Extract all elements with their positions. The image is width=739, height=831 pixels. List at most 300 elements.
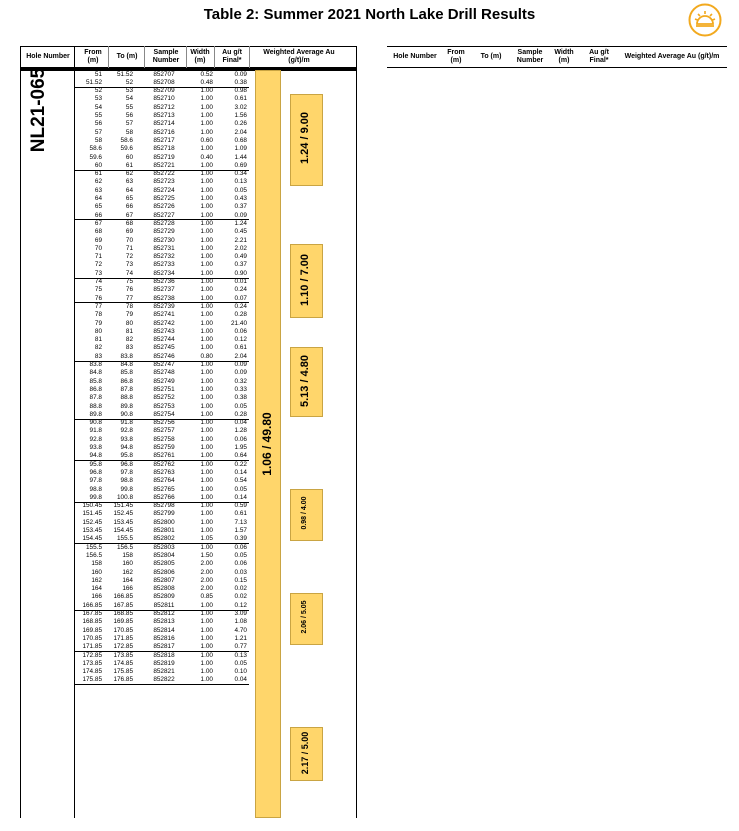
interval-separator bbox=[75, 302, 249, 303]
to-cell: 169.85 bbox=[113, 618, 133, 626]
width-cell: 1.00 bbox=[200, 610, 213, 617]
width-cell: 1.00 bbox=[200, 244, 213, 252]
to-cell: 175.85 bbox=[113, 668, 133, 676]
width-cell: 1.00 bbox=[200, 145, 213, 153]
sample-cell: 852813 bbox=[153, 618, 175, 626]
from-cell: 52 bbox=[94, 87, 102, 95]
sample-cell: 852717 bbox=[153, 136, 175, 144]
sample-cell: 852764 bbox=[153, 477, 175, 485]
au-cell: 0.38 bbox=[234, 78, 247, 86]
table-row bbox=[75, 444, 249, 452]
width-cell: 1.00 bbox=[200, 643, 213, 651]
table-row bbox=[75, 286, 249, 294]
header-weighted-average: Weighted Average Au (g/t)/m bbox=[263, 49, 335, 64]
table-row bbox=[75, 403, 249, 411]
col-divider bbox=[214, 46, 215, 68]
width-cell: 1.00 bbox=[200, 676, 213, 684]
au-cell: 0.06 bbox=[234, 435, 247, 443]
to-cell: 64 bbox=[125, 186, 133, 194]
table-row bbox=[75, 369, 249, 377]
au-cell: 0.61 bbox=[234, 344, 247, 352]
to-cell: 162 bbox=[122, 568, 133, 576]
width-cell: 1.00 bbox=[200, 269, 213, 277]
from-cell: 58 bbox=[94, 136, 102, 144]
from-cell: 68 bbox=[94, 228, 102, 236]
sample-cell: 852732 bbox=[153, 253, 175, 261]
width-cell: 1.00 bbox=[200, 493, 213, 501]
sample-cell: 852800 bbox=[153, 518, 175, 526]
from-cell: 164 bbox=[91, 585, 102, 593]
au-cell: 0.14 bbox=[234, 468, 247, 476]
interval-value: 5.13 / 4.80 bbox=[299, 355, 311, 407]
table-row bbox=[75, 510, 249, 518]
sample-cell: 852730 bbox=[153, 236, 175, 244]
from-cell: 86.8 bbox=[89, 385, 102, 393]
au-cell: 0.09 bbox=[234, 70, 247, 78]
table-row bbox=[75, 71, 249, 79]
from-cell: 76 bbox=[94, 294, 102, 302]
width-cell: 0.52 bbox=[200, 70, 213, 78]
overall-interval-value: 1.06 / 49.80 bbox=[260, 412, 274, 476]
header-to-2: To (m) bbox=[480, 53, 502, 60]
table-row bbox=[75, 668, 249, 676]
width-cell: 1.00 bbox=[200, 452, 213, 460]
header-from-2: From (m) bbox=[447, 49, 465, 64]
from-cell: 65 bbox=[94, 203, 102, 211]
from-cell: 58.6 bbox=[89, 145, 102, 153]
sample-cell: 852761 bbox=[153, 452, 175, 460]
sample-cell: 852754 bbox=[153, 410, 175, 418]
sample-cell: 852712 bbox=[153, 103, 175, 111]
sample-cell: 852733 bbox=[153, 261, 175, 269]
table-row bbox=[75, 635, 249, 643]
au-cell: 0.22 bbox=[234, 460, 247, 468]
width-cell: 2.00 bbox=[200, 560, 213, 568]
sample-cell: 852708 bbox=[153, 78, 175, 86]
au-cell: 0.98 bbox=[234, 87, 247, 95]
sample-cell: 852728 bbox=[153, 219, 175, 227]
au-cell: 0.24 bbox=[234, 302, 247, 310]
left-border bbox=[20, 46, 21, 818]
table-row bbox=[75, 378, 249, 386]
au-cell: 0.64 bbox=[234, 452, 247, 460]
sample-cell: 852731 bbox=[153, 244, 175, 252]
au-cell: 1.57 bbox=[234, 527, 247, 534]
width-cell: 1.00 bbox=[200, 203, 213, 211]
au-cell: 0.39 bbox=[234, 535, 247, 543]
from-cell: 166 bbox=[91, 593, 102, 601]
au-cell: 0.12 bbox=[234, 601, 247, 609]
to-cell: 96.8 bbox=[120, 460, 133, 468]
header-from: From (m) bbox=[84, 49, 102, 64]
to-cell: 90.8 bbox=[120, 410, 133, 418]
au-cell: 0.06 bbox=[234, 327, 247, 335]
au-cell: 0.68 bbox=[234, 136, 247, 144]
au-cell: 0.59 bbox=[234, 502, 247, 510]
to-cell: 99.8 bbox=[120, 485, 133, 493]
width-cell: 1.00 bbox=[200, 477, 213, 485]
to-cell: 170.85 bbox=[113, 626, 133, 634]
to-cell: 56 bbox=[125, 112, 133, 119]
au-cell: 0.02 bbox=[234, 585, 247, 593]
interval-value: 1.10 / 7.00 bbox=[299, 254, 311, 306]
au-cell: 0.28 bbox=[234, 311, 247, 319]
au-cell: 0.34 bbox=[234, 170, 247, 178]
width-cell: 1.00 bbox=[200, 427, 213, 435]
au-cell: 0.15 bbox=[234, 576, 247, 584]
from-cell: 81 bbox=[94, 336, 102, 344]
from-cell: 166.85 bbox=[82, 601, 102, 609]
width-cell: 1.00 bbox=[200, 178, 213, 186]
sample-cell: 852763 bbox=[153, 468, 175, 476]
sample-cell: 852723 bbox=[153, 178, 175, 186]
from-cell: 77 bbox=[94, 302, 102, 310]
table-row bbox=[75, 394, 249, 402]
table-row bbox=[75, 154, 249, 162]
table-row bbox=[75, 178, 249, 186]
sample-cell: 852713 bbox=[153, 112, 175, 119]
width-cell: 1.00 bbox=[200, 618, 213, 626]
au-cell: 0.28 bbox=[234, 410, 247, 418]
sample-cell: 852714 bbox=[153, 120, 175, 128]
sample-cell: 852710 bbox=[153, 95, 175, 103]
width-cell: 1.00 bbox=[200, 286, 213, 294]
table-row bbox=[75, 170, 249, 178]
from-cell: 66 bbox=[94, 211, 102, 219]
sample-cell: 852716 bbox=[153, 128, 175, 136]
sample-cell: 852749 bbox=[153, 377, 175, 385]
au-cell: 0.09 bbox=[234, 361, 247, 368]
to-cell: 166 bbox=[122, 585, 133, 593]
au-cell: 1.24 bbox=[234, 219, 247, 227]
to-cell: 152.45 bbox=[113, 510, 133, 518]
from-cell: 69 bbox=[94, 236, 102, 244]
to-cell: 73 bbox=[125, 261, 133, 269]
from-cell: 60 bbox=[94, 161, 102, 169]
header-hole-number: Hole Number bbox=[26, 53, 70, 60]
width-cell: 1.00 bbox=[200, 219, 213, 227]
to-cell: 87.8 bbox=[120, 385, 133, 393]
width-cell: 2.00 bbox=[200, 568, 213, 576]
au-cell: 7.13 bbox=[234, 518, 247, 526]
sample-cell: 852709 bbox=[153, 87, 175, 95]
table-row bbox=[75, 477, 249, 485]
width-cell: 1.00 bbox=[200, 502, 213, 510]
table-row bbox=[75, 104, 249, 112]
table-row bbox=[75, 577, 249, 585]
table-row bbox=[75, 660, 249, 668]
table-row bbox=[75, 519, 249, 527]
table-row bbox=[75, 569, 249, 577]
from-cell: 96.8 bbox=[89, 468, 102, 476]
header-width-2: Width (m) bbox=[554, 49, 574, 64]
from-cell: 95.8 bbox=[89, 460, 102, 468]
width-cell: 1.00 bbox=[200, 336, 213, 344]
interval-value: 1.24 / 9.00 bbox=[299, 112, 311, 164]
table-row bbox=[75, 544, 249, 552]
from-cell: 158 bbox=[91, 560, 102, 568]
sample-cell: 852739 bbox=[153, 302, 175, 310]
width-cell: 1.00 bbox=[200, 161, 213, 169]
au-cell: 2.21 bbox=[234, 236, 247, 244]
au-cell: 0.04 bbox=[234, 419, 247, 427]
au-cell: 0.32 bbox=[234, 377, 247, 385]
from-cell: 79 bbox=[94, 319, 102, 327]
au-cell: 0.77 bbox=[234, 643, 247, 651]
au-cell: 1.95 bbox=[234, 444, 247, 451]
to-cell: 171.85 bbox=[113, 634, 133, 642]
width-cell: 0.40 bbox=[200, 153, 213, 161]
width-cell: 1.00 bbox=[200, 302, 213, 310]
to-cell: 65 bbox=[125, 195, 133, 202]
header-to: To (m) bbox=[116, 53, 138, 60]
from-cell: 160 bbox=[91, 568, 102, 576]
sample-cell: 852803 bbox=[153, 543, 175, 551]
from-cell: 85.8 bbox=[89, 377, 102, 385]
table-row bbox=[75, 203, 249, 211]
sample-cell: 852821 bbox=[153, 668, 175, 676]
from-cell: 72 bbox=[94, 261, 102, 269]
header-weighted-average-2: Weighted Average Au (g/t)/m bbox=[624, 53, 720, 60]
au-cell: 1.56 bbox=[234, 112, 247, 119]
sun-logo-icon bbox=[688, 3, 722, 37]
table-row bbox=[75, 137, 249, 145]
to-cell: 164 bbox=[122, 576, 133, 584]
sample-cell: 852818 bbox=[153, 651, 175, 659]
width-cell: 1.00 bbox=[200, 460, 213, 468]
to-cell: 97.8 bbox=[120, 468, 133, 476]
to-cell: 68 bbox=[125, 219, 133, 227]
sample-cell: 852766 bbox=[153, 493, 175, 501]
to-cell: 166.85 bbox=[113, 593, 133, 601]
from-cell: 70 bbox=[94, 244, 102, 252]
header-sample-number: Sample Number bbox=[152, 49, 180, 64]
sample-cell: 852722 bbox=[153, 170, 175, 178]
width-cell: 1.00 bbox=[200, 385, 213, 393]
to-cell: 53 bbox=[125, 87, 133, 95]
width-cell: 1.00 bbox=[200, 103, 213, 111]
au-cell: 0.10 bbox=[234, 668, 247, 676]
au-cell: 0.06 bbox=[234, 543, 247, 551]
au-cell: 0.05 bbox=[234, 659, 247, 667]
au-cell: 1.44 bbox=[234, 153, 247, 161]
width-cell: 1.50 bbox=[200, 551, 213, 559]
interval-separator bbox=[75, 278, 249, 279]
sample-cell: 852729 bbox=[153, 228, 175, 236]
to-cell: 173.85 bbox=[113, 651, 133, 659]
from-cell: 56 bbox=[94, 120, 102, 128]
from-cell: 71 bbox=[94, 253, 102, 261]
to-cell: 59.6 bbox=[120, 145, 133, 153]
au-cell: 0.09 bbox=[234, 211, 247, 219]
au-cell: 0.03 bbox=[234, 568, 247, 576]
interval-separator bbox=[75, 684, 249, 685]
width-cell: 1.00 bbox=[200, 327, 213, 335]
from-cell: 175.85 bbox=[82, 676, 102, 684]
to-cell: 60 bbox=[125, 153, 133, 161]
au-cell: 0.38 bbox=[234, 394, 247, 402]
interval-separator bbox=[75, 419, 249, 420]
table-row bbox=[75, 120, 249, 128]
table-row bbox=[75, 486, 249, 494]
from-cell: 80 bbox=[94, 327, 102, 335]
from-cell: 94.8 bbox=[89, 452, 102, 460]
au-cell: 0.04 bbox=[234, 676, 247, 684]
sample-cell: 852819 bbox=[153, 659, 175, 667]
page-title: Table 2: Summer 2021 North Lake Drill Results bbox=[203, 6, 536, 23]
table-row bbox=[75, 95, 249, 103]
table-row bbox=[75, 461, 249, 469]
sample-cell: 852751 bbox=[153, 385, 175, 393]
table-row bbox=[75, 361, 249, 369]
from-cell: 88.8 bbox=[89, 402, 102, 410]
header-sample-number-2: Sample Number bbox=[516, 49, 544, 64]
from-cell: 55 bbox=[94, 112, 102, 119]
sample-cell: 852817 bbox=[153, 643, 175, 651]
col-divider bbox=[108, 46, 109, 68]
to-cell: 55 bbox=[125, 103, 133, 111]
to-cell: 83.8 bbox=[120, 352, 133, 360]
sample-cell: 852734 bbox=[153, 269, 175, 277]
to-cell: 167.85 bbox=[113, 601, 133, 609]
width-cell: 1.00 bbox=[200, 527, 213, 534]
to-cell: 61 bbox=[125, 161, 133, 169]
sample-cell: 852718 bbox=[153, 145, 175, 153]
interval-separator bbox=[75, 651, 249, 652]
width-cell: 1.00 bbox=[200, 410, 213, 418]
to-cell: 71 bbox=[125, 244, 133, 252]
sample-cell: 852758 bbox=[153, 435, 175, 443]
from-cell: 97.8 bbox=[89, 477, 102, 485]
right-header-top-line bbox=[387, 46, 727, 47]
from-cell: 92.8 bbox=[89, 435, 102, 443]
from-cell: 63 bbox=[94, 186, 102, 194]
au-cell: 1.28 bbox=[234, 427, 247, 435]
interval-separator bbox=[75, 610, 249, 611]
table-row bbox=[75, 195, 249, 203]
to-cell: 84.8 bbox=[120, 361, 133, 368]
from-cell: 59.6 bbox=[89, 153, 102, 161]
from-cell: 171.85 bbox=[82, 643, 102, 651]
width-cell: 1.00 bbox=[200, 228, 213, 236]
au-cell: 2.04 bbox=[234, 128, 247, 136]
table-row bbox=[75, 552, 249, 560]
width-cell: 1.00 bbox=[200, 651, 213, 659]
table-row bbox=[75, 112, 249, 120]
width-cell: 1.00 bbox=[200, 485, 213, 493]
col-divider bbox=[186, 46, 187, 68]
to-cell: 89.8 bbox=[120, 402, 133, 410]
width-cell: 1.00 bbox=[200, 253, 213, 261]
from-cell: 151.45 bbox=[82, 510, 102, 518]
to-cell: 93.8 bbox=[120, 435, 133, 443]
from-cell: 152.45 bbox=[82, 518, 102, 526]
right-border bbox=[356, 46, 357, 818]
from-cell: 84.8 bbox=[89, 369, 102, 377]
from-cell: 168.85 bbox=[82, 618, 102, 626]
au-cell: 2.04 bbox=[234, 352, 247, 360]
au-cell: 0.54 bbox=[234, 477, 247, 485]
header-hole-number-2: Hole Number bbox=[393, 53, 437, 60]
au-cell: 0.26 bbox=[234, 120, 247, 128]
to-cell: 74 bbox=[125, 269, 133, 277]
from-cell: 74 bbox=[94, 278, 102, 285]
au-cell: 3.02 bbox=[234, 103, 247, 111]
width-cell: 1.00 bbox=[200, 634, 213, 642]
to-cell: 78 bbox=[125, 302, 133, 310]
au-cell: 0.05 bbox=[234, 551, 247, 559]
to-cell: 62 bbox=[125, 170, 133, 178]
width-cell: 1.00 bbox=[200, 543, 213, 551]
header-top-line bbox=[20, 46, 357, 47]
from-cell: 83 bbox=[94, 352, 102, 360]
from-cell: 162 bbox=[91, 576, 102, 584]
au-cell: 0.37 bbox=[234, 261, 247, 269]
from-cell: 51 bbox=[94, 70, 102, 78]
au-cell: 0.12 bbox=[234, 336, 247, 344]
sample-cell: 852801 bbox=[153, 527, 175, 534]
sample-cell: 852799 bbox=[153, 510, 175, 518]
width-cell: 1.00 bbox=[200, 361, 213, 368]
interval-separator bbox=[75, 361, 249, 362]
from-cell: 99.8 bbox=[89, 493, 102, 501]
au-cell: 0.14 bbox=[234, 493, 247, 501]
interval-value: 2.06 / 5.05 bbox=[301, 600, 308, 634]
width-cell: 1.00 bbox=[200, 87, 213, 95]
to-cell: 98.8 bbox=[120, 477, 133, 485]
header-width: Width (m) bbox=[190, 49, 210, 64]
from-cell: 54 bbox=[94, 103, 102, 111]
width-cell: 1.00 bbox=[200, 444, 213, 451]
interval-separator bbox=[75, 543, 249, 544]
sample-cell: 852808 bbox=[153, 585, 175, 593]
sample-cell: 852727 bbox=[153, 211, 175, 219]
sample-cell: 852707 bbox=[153, 70, 175, 78]
to-cell: 72 bbox=[125, 253, 133, 261]
from-cell: 172.85 bbox=[82, 651, 102, 659]
sample-cell: 852741 bbox=[153, 311, 175, 319]
width-cell: 1.00 bbox=[200, 344, 213, 352]
table-row bbox=[75, 228, 249, 236]
table-row bbox=[75, 627, 249, 635]
to-cell: 85.8 bbox=[120, 369, 133, 377]
table-row bbox=[75, 245, 249, 253]
to-cell: 168.85 bbox=[113, 610, 133, 617]
width-cell: 1.00 bbox=[200, 518, 213, 526]
sample-cell: 852747 bbox=[153, 361, 175, 368]
table-row bbox=[75, 129, 249, 137]
to-cell: 51.52 bbox=[117, 70, 133, 78]
to-cell: 69 bbox=[125, 228, 133, 236]
to-cell: 86.8 bbox=[120, 377, 133, 385]
table-row bbox=[75, 593, 249, 601]
sample-cell: 852753 bbox=[153, 402, 175, 410]
au-cell: 0.05 bbox=[234, 186, 247, 194]
au-cell: 4.70 bbox=[234, 626, 247, 634]
au-cell: 0.33 bbox=[234, 385, 247, 393]
sample-cell: 852744 bbox=[153, 336, 175, 344]
to-cell: 153.45 bbox=[113, 518, 133, 526]
to-cell: 77 bbox=[125, 294, 133, 302]
to-cell: 92.8 bbox=[120, 427, 133, 435]
table-row bbox=[75, 502, 249, 510]
width-cell: 2.00 bbox=[200, 585, 213, 593]
width-cell: 1.00 bbox=[200, 186, 213, 194]
to-cell: 83 bbox=[125, 344, 133, 352]
to-cell: 176.85 bbox=[113, 676, 133, 684]
width-cell: 1.00 bbox=[200, 601, 213, 609]
to-cell: 66 bbox=[125, 203, 133, 211]
